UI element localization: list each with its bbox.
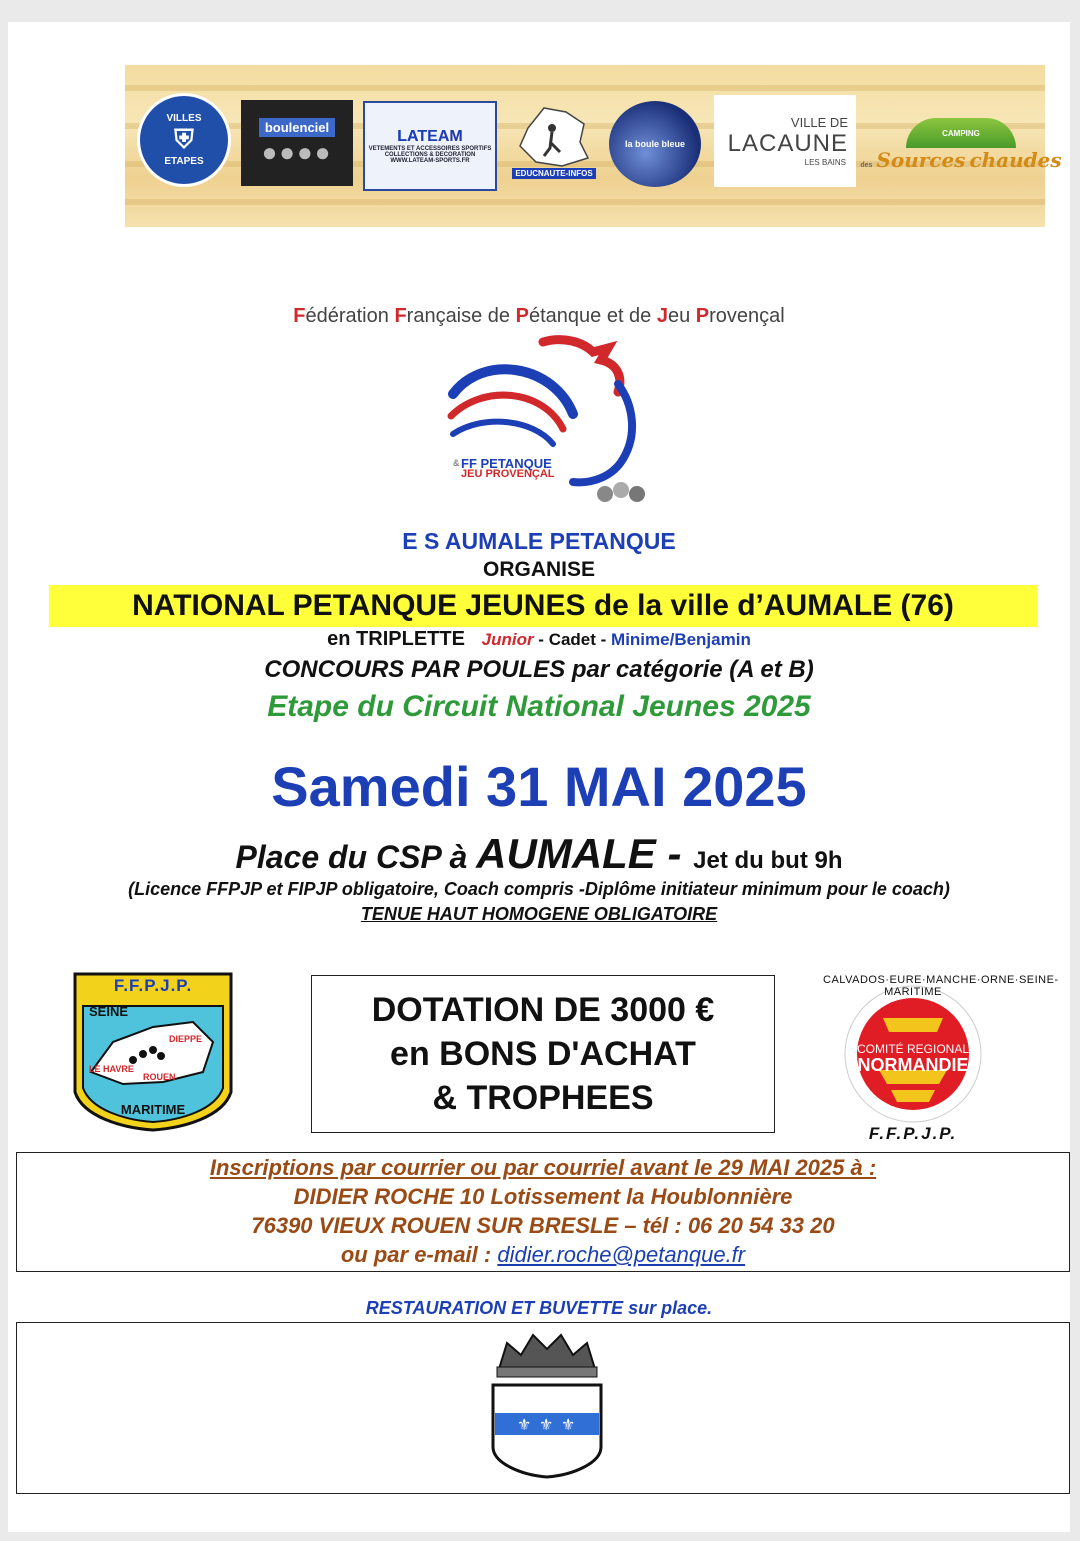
restauration-line: RESTAURATION ET BUVETTE sur place. [365, 1298, 713, 1318]
etape-line: Etape du Circuit National Jeunes 2025 [267, 690, 811, 723]
svg-text:⚜: ⚜ [517, 1415, 532, 1434]
svg-text:⚜: ⚜ [539, 1415, 554, 1434]
ffpjp-rooster-logo: & FF PETANQUE JEU PROVENÇAL [423, 334, 663, 504]
organise-label: ORGANISE [482, 558, 595, 581]
france-map-icon [514, 106, 594, 168]
poster-page [8, 22, 1070, 1532]
inscriptions-box: Inscriptions par courrier ou par courriel avant le 29 MAI 2025 à : DIDIER ROCHE 10 Lotissement la Houblonnière 76390 VIEUX ROUEN SUR BRESLE – tél : 06 20 54 33 20 ou par e-mail : didier.roche@petanque.fr [16, 1152, 1070, 1272]
sponsor-logo-lacaune: VILLE DE LACAUNE LES BAINS [714, 95, 856, 187]
licence-note: (Licence FFPJP et FIPJP obligatoire, Coach compris -Diplôme initiateur minimum pour le coach) [128, 879, 950, 899]
federation-title: Fédération Française de Pétanque et de Jeu Provençal [293, 305, 785, 327]
event-date: Samedi 31 MAI 2025 [271, 755, 807, 818]
tenue-note: TENUE HAUT HOMOGENE OBLIGATOIRE [360, 904, 718, 924]
sponsor-logo-villes-etapes: VILLES ⛨ ETAPES [137, 93, 231, 187]
coat-of-arms-box [16, 1322, 1070, 1494]
categories-line: en TRIPLETTE Junior - Cadet - Minime/Benjamin [327, 628, 751, 650]
sponsor-logo-sources-chaudes: CAMPING des Sources chaudes [875, 105, 1047, 185]
aumale-coat-of-arms-icon [477, 1329, 617, 1479]
venue-line: Place du CSP à AUMALE - Jet du but 9h [235, 830, 843, 877]
dotation-box: DOTATION DE 3000 € en BONS D'ACHAT & TROPHEES [311, 975, 775, 1133]
ffpjp-logo-text: FF PETANQUE JEU PROVENÇAL [461, 456, 555, 480]
event-headline: NATIONAL PETANQUE JEUNES de la ville d’AUMALE (76) [49, 585, 1037, 627]
seine-maritime-logo: F.F.P.J.P. SEINE DIEPPE LE HAVRE ROUEN MARITIME [73, 972, 233, 1132]
svg-text:⚜: ⚜ [561, 1415, 576, 1434]
sponsor-logo-lateam: LATEAM VETEMENTS ET ACCESSOIRES SPORTIFS COLLECTIONS & DECORATION WWW.LATEAM-SPORTS.FR [363, 101, 497, 191]
club-name: E S AUMALE PETANQUE [402, 528, 676, 554]
normandie-logo: CALVADOS·EURE·MANCHE·ORNE·SEINE-MARITIME COMITÉ REGIONAL NORMANDIE F.F.P.J.P. [813, 972, 1013, 1148]
sponsor-logo-boule-bleue: la boule bleue [609, 101, 701, 187]
concours-line: CONCOURS PAR POULES par catégorie (A et B) [264, 656, 814, 683]
sponsor-logo-boulenciel: boulenciel ●●●● [241, 100, 353, 186]
sponsor-logo-educnaute: EDUCNAUTE-INFOS [505, 95, 603, 189]
contact-email-link[interactable]: didier.roche@petanque.fr [497, 1242, 746, 1267]
sponsor-banner [125, 65, 1062, 227]
